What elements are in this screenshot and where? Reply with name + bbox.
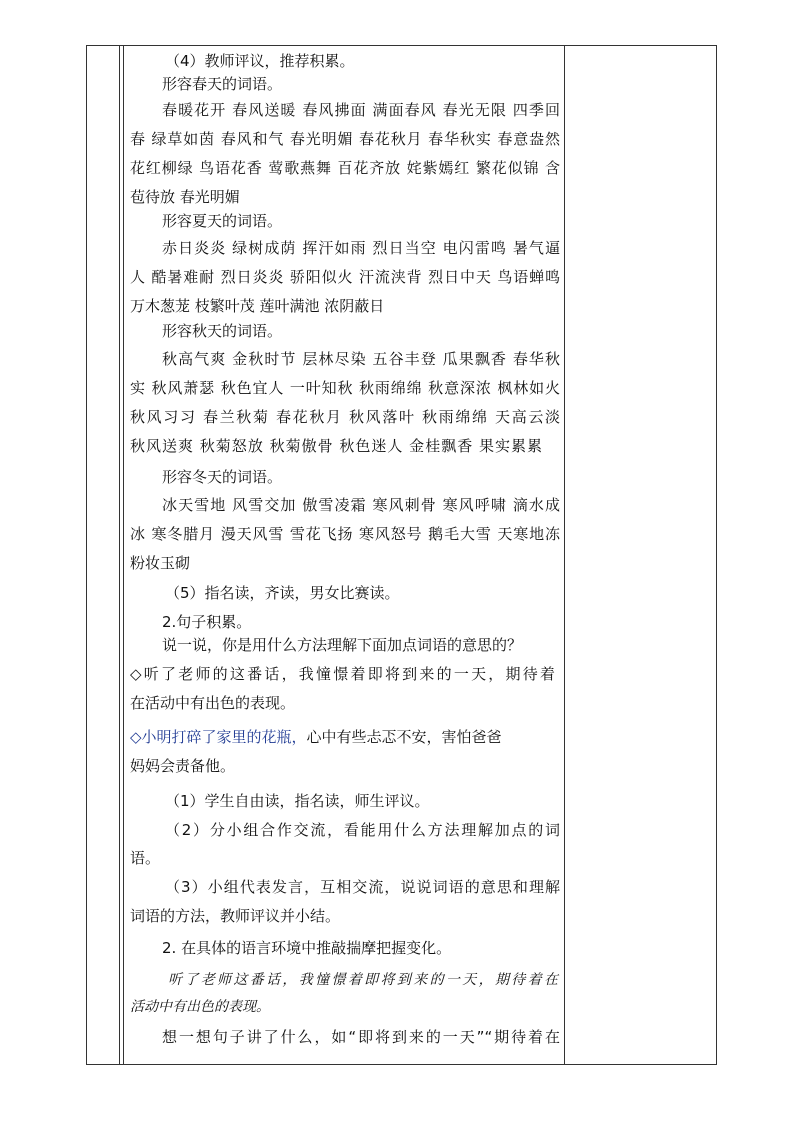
text-line: 听了老师这番话，我憧憬着即将到来的一天，期待着在: [168, 972, 558, 988]
text-line: 形容夏天的词语。: [162, 212, 283, 230]
highlighted-text: ◇小明打碎了家里的花瓶，: [130, 728, 307, 746]
text-line: 形容春天的词语。: [162, 75, 283, 93]
text-line: （3）小组代表发言，互相交流，说说词语的意思和理解: [165, 878, 560, 896]
text-line: 秋风习习 春兰秋菊 春花秋月 秋风落叶 秋雨绵绵 天高云淡: [130, 408, 560, 426]
text-line: 花红柳绿 鸟语花香 莺歌燕舞 百花齐放 姹紫嫣红 繁花似锦 含: [130, 159, 560, 177]
text-line: 春 绿草如茵 春风和气 春光明媚 春花秋月 春华秋实 春意盎然: [130, 130, 560, 148]
text-line: 万木葱茏 枝繁叶茂 莲叶满池 浓阴蔽日: [130, 297, 385, 315]
text-line: [130, 727, 502, 747]
text-line: 粉妆玉砌: [130, 554, 191, 572]
text-line: （4）教师评议，推荐积累。: [165, 52, 355, 70]
text-line: 人 酷暑难耐 烈日炎炎 骄阳似火 汗流浃背 烈日中天 鸟语蝉鸣: [130, 268, 560, 286]
text-line: 冰 寒冬腊月 漫天风雪 雪花飞扬 寒风怒号 鹅毛大雪 天寒地冻: [130, 525, 560, 543]
text-line: （5）指名读，齐读，男女比赛读。: [165, 584, 400, 602]
text-line: 语。: [130, 849, 161, 867]
text-line: 2. 在具体的语言环境中推敲揣摩把握变化。: [162, 939, 452, 957]
text-line: 妈妈会责备他。: [130, 757, 236, 775]
text-line: 形容秋天的词语。: [162, 322, 283, 340]
column-divider: [119, 46, 120, 1064]
text-line: 说一说，你是用什么方法理解下面加点词语的意思的？: [162, 636, 523, 654]
text-line: （2）分小组合作交流，看能用什么方法理解加点的词: [165, 821, 560, 839]
column-divider: [123, 46, 124, 1064]
text-line: 苞待放 春光明媚: [130, 188, 240, 206]
text-line: ◇听了老师的这番话，我憧憬着即将到来的一天，期待着: [130, 665, 555, 683]
text-line: 2.句子积累。: [162, 613, 252, 631]
text-line: 词语的方法，教师评议并小结。: [130, 907, 341, 925]
text-line: 赤日炎炎 绿树成荫 挥汗如雨 烈日当空 电闪雷鸣 暑气逼: [162, 239, 560, 257]
text-line: 春暖花开 春风送暖 春风拂面 满面春风 春光无限 四季回: [162, 101, 560, 119]
text-line: 冰天雪地 风雪交加 傲雪凌霜 寒风刺骨 寒风呼啸 滴水成: [162, 496, 560, 514]
text-line: 秋高气爽 金秋时节 层林尽染 五谷丰登 瓜果飘香 春华秋: [162, 350, 560, 368]
text-span: 心中有些忐忑不安，害怕爸爸: [306, 728, 502, 746]
text-line: 活动中有出色的表现。: [130, 999, 270, 1015]
text-line: 想一想句子讲了什么，如“即将到来的一天”“期待着在: [162, 1028, 560, 1046]
text-line: （1）学生自由读，指名读，师生评议。: [165, 792, 430, 810]
text-line: 秋风送爽 秋菊怒放 秋菊傲骨 秋色迷人 金桂飘香 果实累累: [130, 437, 542, 455]
text-line: 形容冬天的词语。: [162, 468, 283, 486]
text-line: 在活动中有出色的表现。: [130, 694, 296, 712]
column-divider: [564, 46, 565, 1064]
text-line: 实 秋风萧瑟 秋色宜人 一叶知秋 秋雨绵绵 秋意深浓 枫林如火: [130, 379, 560, 397]
